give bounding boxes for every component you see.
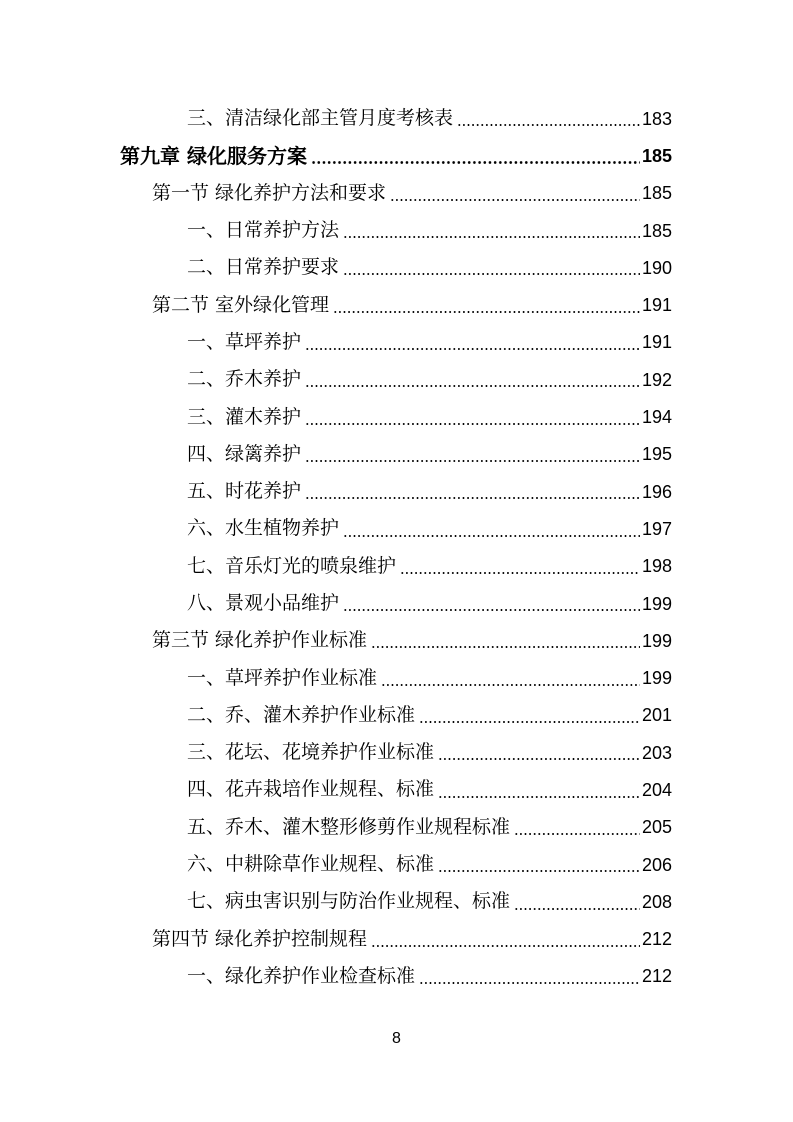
toc-entry-title: 第一节 绿化养护方法和要求	[152, 181, 387, 204]
toc-dot-leader	[390, 199, 640, 201]
toc-entry-title: 四、绿篱养护	[187, 442, 302, 465]
toc-dot-leader	[343, 236, 640, 238]
toc-section-entry[interactable]	[0, 921, 793, 958]
toc-entry[interactable]	[0, 846, 793, 883]
toc-entry-page: 185	[641, 183, 672, 204]
toc-dot-leader	[305, 423, 640, 425]
toc-entry-title: 第二节 室外绿化管理	[152, 293, 330, 316]
toc-entry-title: 一、草坪养护	[187, 330, 302, 353]
toc-entry-page: 198	[641, 556, 672, 577]
toc-dot-leader	[400, 572, 640, 574]
toc-entry-page: 199	[641, 593, 672, 614]
toc-entry-title: 六、中耕除草作业规程、标准	[187, 853, 435, 876]
toc-entry-title: 二、日常养护要求	[187, 256, 340, 279]
page-number: 8	[392, 1030, 401, 1047]
toc-entry-page: 199	[641, 630, 672, 651]
toc-chapter-entry[interactable]	[0, 137, 793, 174]
toc-dot-leader	[438, 758, 640, 760]
table-of-contents	[0, 100, 793, 995]
toc-entry[interactable]	[0, 697, 793, 734]
toc-entry-page: 191	[641, 332, 672, 353]
toc-entry[interactable]	[0, 958, 793, 995]
toc-entry-title: 八、景观小品维护	[187, 592, 340, 614]
toc-entry[interactable]	[0, 361, 793, 398]
toc-entry-title: 五、乔木、灌木整形修剪作业规程标准	[187, 815, 511, 838]
toc-dot-leader	[381, 684, 640, 686]
toc-dot-leader	[305, 385, 640, 387]
toc-entry-title: 四、花卉栽培作业规程、标准	[187, 778, 435, 801]
toc-entry-page: 205	[641, 817, 672, 838]
toc-entry[interactable]	[0, 771, 793, 808]
toc-entry-title: 二、乔、灌木养护作业标准	[187, 703, 416, 726]
toc-entry[interactable]	[0, 436, 793, 473]
toc-entry-page: 203	[641, 742, 672, 763]
toc-dot-leader	[438, 796, 640, 798]
toc-entry-page: 212	[641, 966, 672, 987]
toc-dot-leader	[343, 273, 640, 275]
toc-entry[interactable]	[0, 473, 793, 510]
toc-dot-leader	[419, 721, 640, 723]
toc-entry-page: 183	[641, 108, 672, 129]
toc-entry-page: 199	[641, 668, 672, 689]
toc-dot-leader	[371, 646, 640, 648]
toc-dot-leader	[305, 460, 640, 462]
toc-entry[interactable]	[0, 734, 793, 771]
toc-dot-leader	[343, 609, 640, 611]
toc-entry-title: 一、日常养护方法	[187, 219, 340, 242]
toc-section-entry[interactable]	[0, 622, 793, 659]
toc-dot-leader	[343, 535, 640, 537]
toc-entry[interactable]	[0, 883, 793, 920]
toc-entry-title: 七、病虫害识别与防治作业规程、标准	[187, 890, 511, 913]
toc-entry-title: 三、清洁绿化部主管月度考核表	[187, 107, 454, 130]
toc-entry-title: 一、草坪养护作业标准	[187, 666, 378, 689]
toc-entry[interactable]	[0, 249, 793, 286]
toc-entry-title: 第三节 绿化养护作业标准	[152, 629, 368, 652]
toc-entry-page: 185	[641, 145, 672, 166]
toc-entry-page: 192	[641, 369, 672, 390]
toc-entry-page: 208	[641, 891, 672, 912]
toc-entry-title: 三、灌木养护	[187, 405, 302, 428]
toc-entry-page: 196	[641, 481, 672, 502]
toc-dot-leader	[514, 833, 640, 835]
toc-dot-leader	[457, 124, 640, 126]
toc-entry[interactable]	[0, 398, 793, 435]
toc-entry-title: 五、时花养护	[187, 480, 302, 503]
toc-entry-page: 191	[641, 295, 672, 316]
toc-entry-title: 三、花坛、花境养护作业标准	[187, 741, 435, 764]
toc-entry-title: 二、乔木养护	[187, 368, 302, 391]
toc-dot-leader	[333, 311, 640, 313]
toc-entry-page: 194	[641, 407, 672, 428]
toc-entry-title: 第四节 绿化养护控制规程	[152, 927, 368, 950]
toc-dot-leader	[514, 908, 640, 910]
toc-entry[interactable]	[0, 585, 793, 622]
toc-dot-leader	[371, 945, 640, 947]
toc-dot-leader	[305, 348, 640, 350]
toc-entry-page: 204	[641, 779, 672, 800]
toc-entry[interactable]	[0, 809, 793, 846]
toc-entry[interactable]	[0, 548, 793, 585]
toc-section-entry[interactable]	[0, 286, 793, 323]
toc-entry[interactable]	[0, 659, 793, 696]
toc-dot-leader	[438, 870, 640, 872]
toc-dot-leader	[419, 982, 640, 984]
toc-entry-page: 185	[641, 220, 672, 241]
toc-section-entry[interactable]	[0, 175, 793, 212]
toc-dot-leader	[305, 497, 640, 499]
toc-entry-page: 201	[641, 705, 672, 726]
toc-entry[interactable]	[0, 212, 793, 249]
toc-entry-page: 206	[641, 854, 672, 875]
toc-entry-title: 七、音乐灯光的喷泉维护	[187, 554, 397, 577]
toc-entry-page: 195	[641, 444, 672, 465]
toc-entry-page: 212	[641, 929, 672, 950]
toc-entry-page: 197	[641, 518, 672, 539]
toc-entry-title: 六、水生植物养护	[187, 517, 340, 540]
toc-entry-title: 第九章 绿化服务方案	[120, 143, 307, 168]
toc-entry-title: 一、绿化养护作业检查标准	[187, 964, 416, 987]
toc-entry-page: 190	[641, 257, 672, 278]
toc-entry[interactable]	[0, 510, 793, 547]
toc-dot-leader	[311, 161, 640, 164]
toc-entry[interactable]	[0, 324, 793, 361]
toc-entry[interactable]	[0, 100, 793, 137]
